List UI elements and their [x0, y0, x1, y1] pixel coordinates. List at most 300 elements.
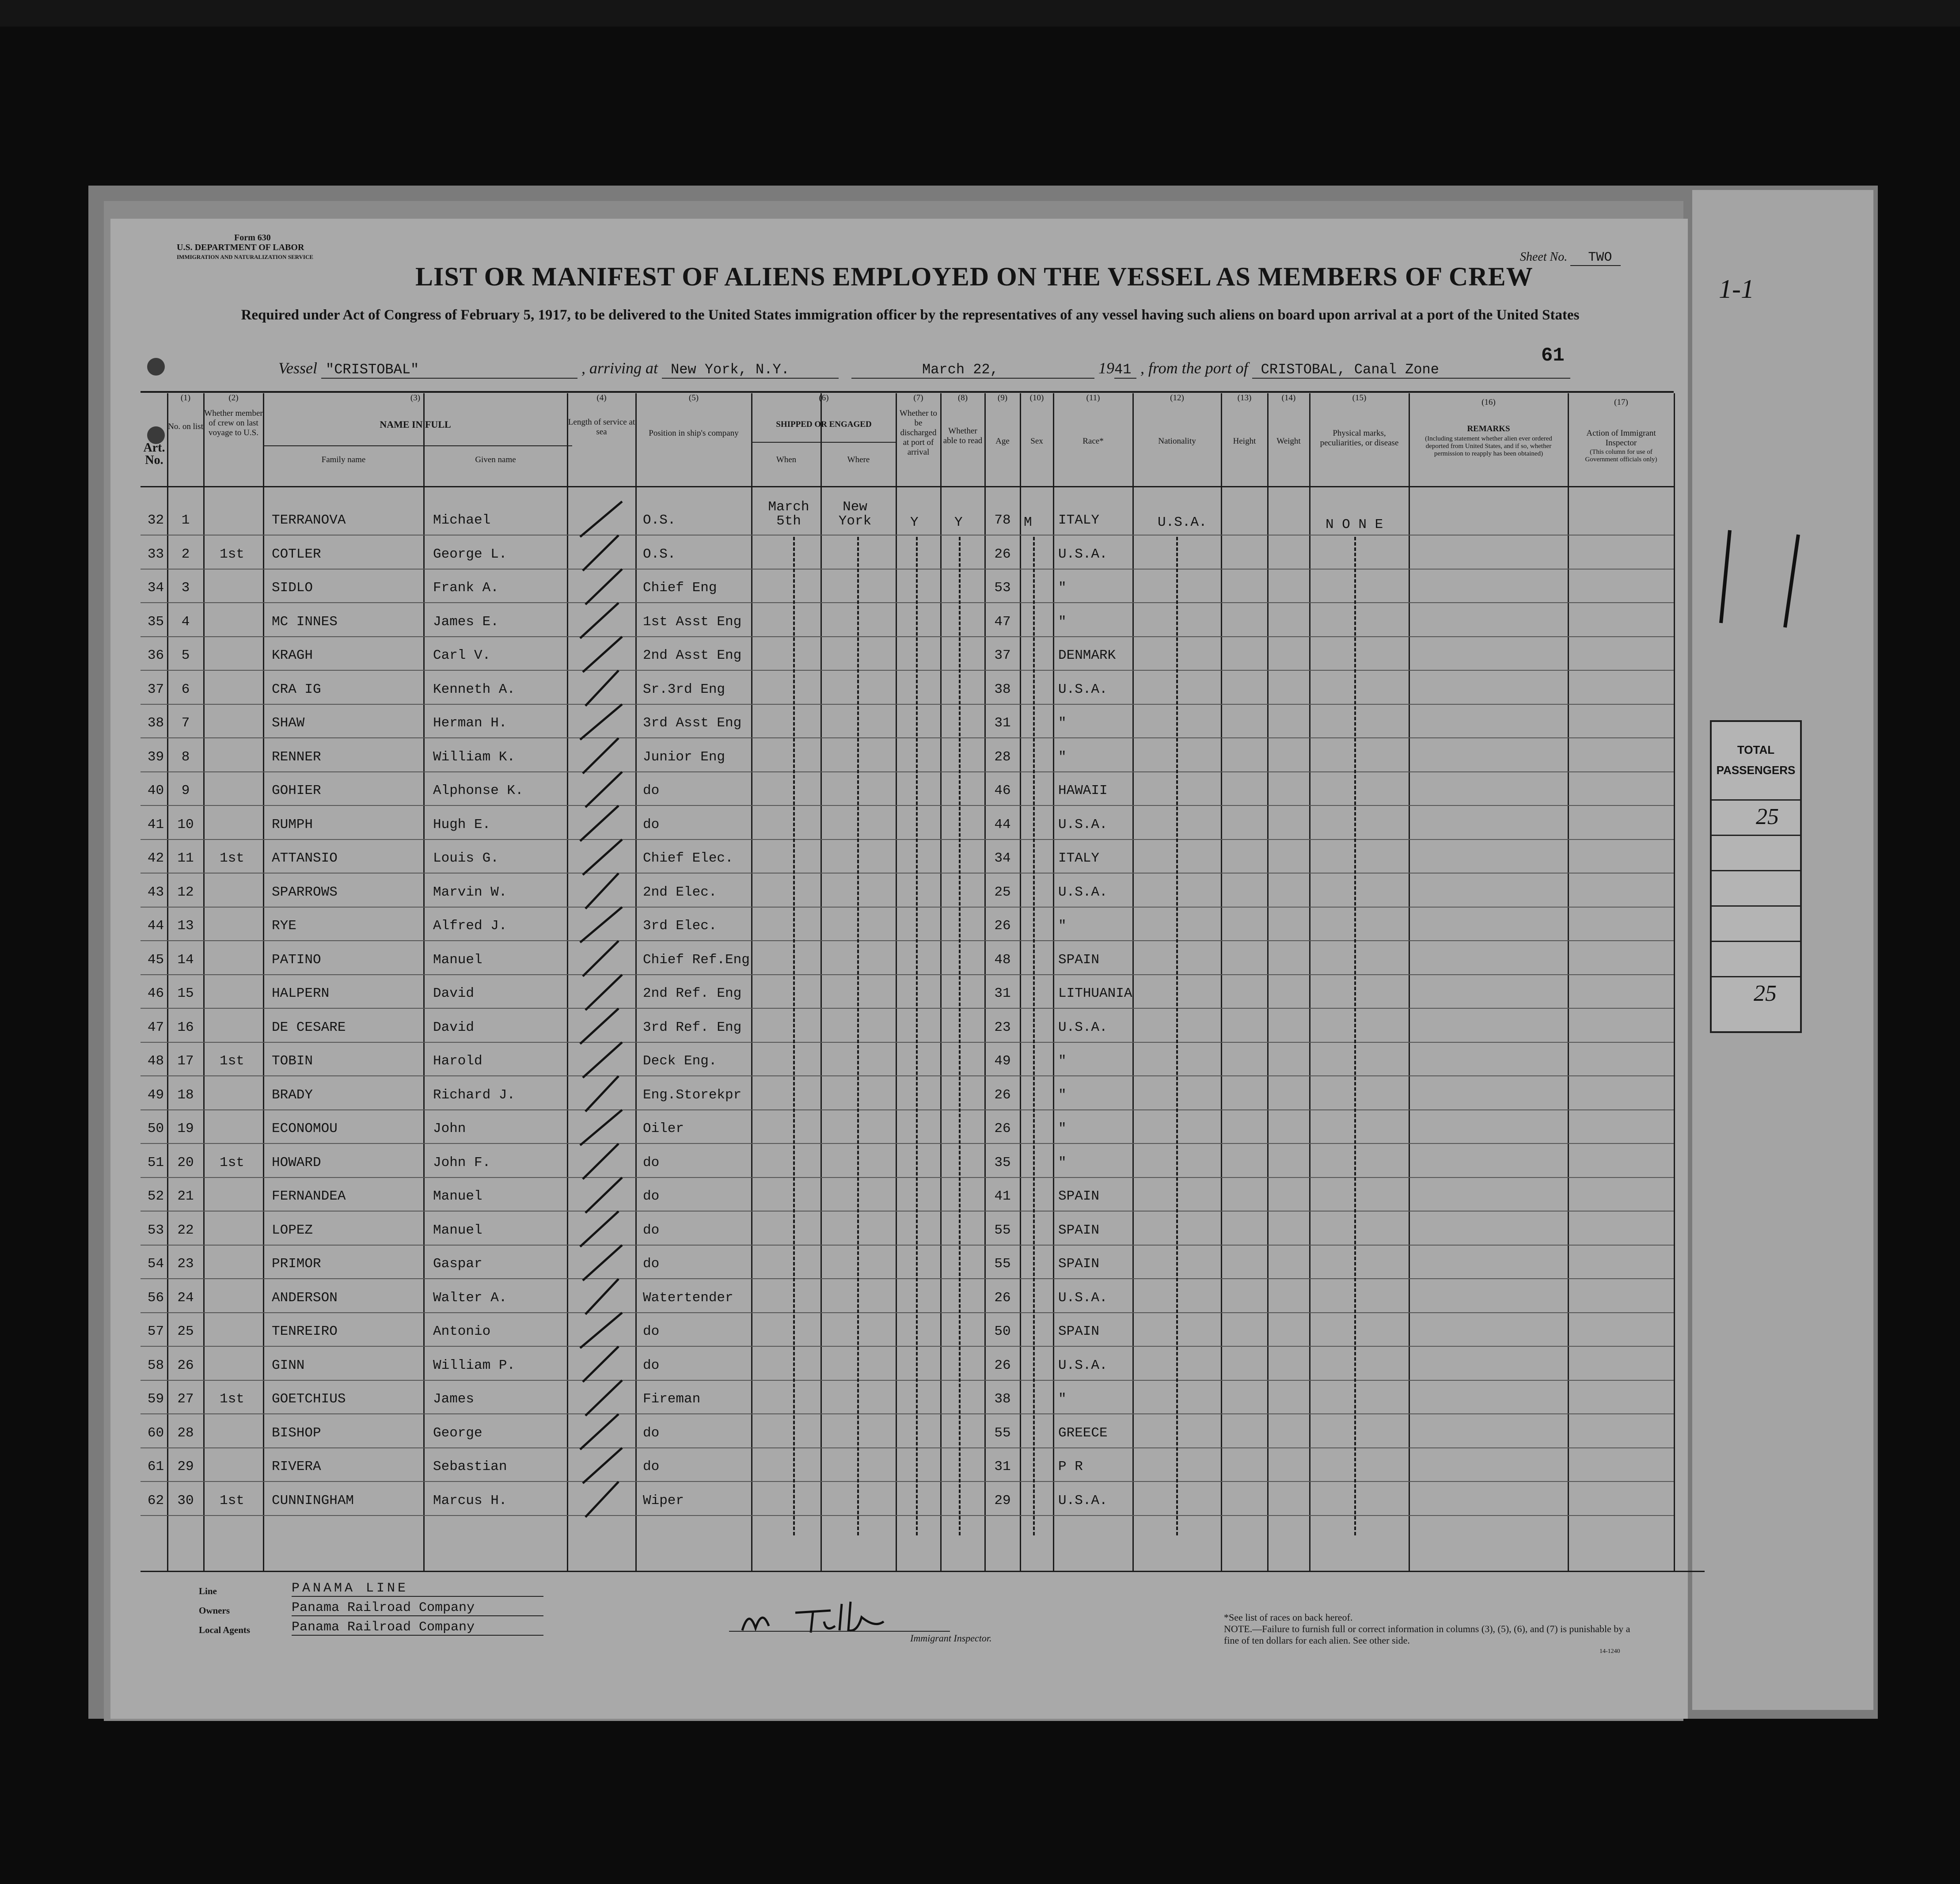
row-rule	[141, 940, 1674, 941]
vessel-name: "CRISTOBAL"	[321, 361, 577, 379]
departure-port: CRISTOBAL, Canal Zone	[1252, 361, 1570, 379]
cell-no: 5	[181, 648, 190, 663]
vessel-line	[278, 359, 1570, 379]
cell-family: BISHOP	[272, 1425, 321, 1441]
agency-name: U.S. DEPARTMENT OF LABOR	[177, 243, 304, 252]
cell-family: TOBIN	[272, 1053, 313, 1069]
cell-position: Deck Eng.	[643, 1053, 717, 1069]
col-3-number: (3)	[410, 393, 421, 403]
cell-race: P R	[1058, 1459, 1083, 1474]
cell-art: 38	[147, 715, 164, 731]
cell-race: ITALY	[1058, 513, 1100, 528]
row-rule	[141, 1481, 1674, 1482]
service-slash	[583, 637, 622, 672]
sheet-number	[1520, 250, 1621, 265]
ditto-dash-discharge	[916, 537, 918, 1535]
cell-race: "	[1058, 1087, 1067, 1103]
service-slash	[580, 704, 622, 740]
cell-no: 8	[181, 749, 190, 765]
cell-age: 55	[994, 1222, 1011, 1238]
col-5-label: Position in ship's company	[649, 429, 739, 438]
cell-given: Alphonse K.	[433, 783, 524, 798]
cell-family: CRA IG	[272, 681, 321, 697]
row-rule	[141, 1380, 1674, 1381]
able-to-read-value: Y	[954, 515, 963, 530]
totals-rule	[1712, 835, 1800, 836]
column-rule	[203, 393, 205, 1571]
footer-agents-row	[199, 1616, 543, 1636]
col-4-number: (4)	[596, 393, 607, 403]
row-rule	[141, 602, 1674, 603]
totals-rule	[1712, 799, 1800, 801]
cell-no: 24	[177, 1290, 194, 1306]
cell-art: 40	[147, 783, 164, 798]
cell-race: "	[1058, 1053, 1067, 1069]
col-where: Where	[847, 455, 870, 464]
cell-race: ITALY	[1058, 851, 1100, 866]
column-rule	[940, 393, 942, 1571]
cell-position: do	[643, 817, 660, 832]
cell-no: 7	[181, 715, 190, 731]
col-13-label: Height	[1233, 437, 1256, 446]
service-slash	[585, 569, 622, 604]
tally-marks	[1714, 521, 1812, 636]
col-7-number: (7)	[913, 393, 923, 403]
row-rule	[141, 1278, 1674, 1279]
cell-age: 26	[994, 1290, 1011, 1306]
punch-hole	[147, 358, 165, 376]
cell-position: Junior Eng	[643, 749, 726, 765]
cell-family: PATINO	[272, 952, 321, 968]
col-9-label: Age	[995, 437, 1010, 446]
col-given-name: Given name	[475, 455, 516, 464]
cell-position: 2nd Asst Eng	[643, 648, 742, 663]
cell-given: John	[433, 1121, 466, 1136]
cell-age: 26	[994, 1087, 1011, 1103]
col-8-label: Whether able to read	[943, 426, 983, 445]
cell-no: 11	[177, 851, 194, 866]
cell-family: ANDERSON	[272, 1290, 338, 1306]
cell-age: 50	[994, 1324, 1011, 1339]
ditto-dash-where	[857, 537, 859, 1535]
ditto-dash-when	[793, 537, 795, 1535]
row-rule	[141, 839, 1674, 840]
cell-art: 34	[147, 580, 164, 596]
col-8-number: (8)	[957, 393, 968, 403]
physical-marks-value: N O N E	[1326, 517, 1383, 532]
service-slash	[585, 975, 622, 1010]
cell-art: 52	[147, 1189, 164, 1204]
cell-race: LITHUANIA	[1058, 986, 1132, 1001]
total-passengers-box	[1710, 720, 1802, 1033]
service-slash	[585, 1076, 619, 1112]
col-12-number: (12)	[1170, 393, 1184, 403]
column-rule	[1568, 393, 1569, 1571]
manifest-number: 61	[1541, 345, 1565, 367]
cell-art: 53	[147, 1222, 164, 1238]
cell-position: 1st Asst Eng	[643, 614, 742, 630]
cell-given: Alfred J.	[433, 918, 507, 934]
cell-position: Sr.3rd Eng	[643, 681, 726, 697]
service-slash	[583, 1245, 622, 1280]
cell-position: do	[643, 1425, 660, 1441]
form-number-block	[177, 233, 313, 262]
arrival-date: March 22,	[851, 361, 1094, 379]
col-13-number: (13)	[1237, 393, 1252, 403]
service-slash	[583, 738, 619, 774]
col-17-note: (This column for use of Government officials only)	[1585, 448, 1657, 463]
total-passengers-sum: 25	[1754, 981, 1777, 1006]
ditto-dash-read	[959, 537, 961, 1535]
col-10-label: Sex	[1030, 437, 1043, 446]
column-rule	[1674, 393, 1675, 1571]
col-art-no: Art. No.	[143, 441, 165, 467]
cell-art: 35	[147, 614, 164, 630]
service-slash	[585, 772, 622, 807]
cell-last: 1st	[220, 851, 244, 866]
totals-rule	[1712, 941, 1800, 942]
service-slash	[583, 1144, 619, 1179]
column-rule	[984, 393, 986, 1571]
cell-age: 31	[994, 1459, 1011, 1474]
inspector-signature	[729, 1591, 950, 1639]
col-6-number: (6)	[819, 393, 829, 403]
cell-family: CUNNINGHAM	[272, 1493, 354, 1508]
cell-art: 60	[147, 1425, 164, 1441]
col-1-number: (1)	[180, 393, 191, 403]
cell-art: 39	[147, 749, 164, 765]
row-rule	[141, 569, 1674, 570]
cell-art: 33	[147, 546, 164, 562]
service-slash	[585, 1482, 619, 1517]
row-rule	[141, 535, 1674, 536]
cell-art: 42	[147, 851, 164, 866]
cell-position: Chief Eng	[643, 580, 717, 596]
cell-race: "	[1058, 1391, 1067, 1407]
cell-age: 78	[994, 513, 1011, 528]
ditto-dash-sex	[1033, 537, 1035, 1535]
cell-family: GOHIER	[272, 783, 321, 798]
cell-art: 50	[147, 1121, 164, 1136]
cell-position: Chief Elec.	[643, 851, 733, 866]
service-slash	[585, 1279, 619, 1314]
cell-race: "	[1058, 1155, 1067, 1170]
cell-family: RUMPH	[272, 817, 313, 832]
cell-position: do	[643, 783, 660, 798]
cell-race: "	[1058, 614, 1067, 630]
agents-value: Panama Railroad Company	[292, 1620, 543, 1636]
cell-race: "	[1058, 918, 1067, 934]
service-slash	[580, 806, 619, 841]
cell-given: Gaspar	[433, 1256, 482, 1272]
cell-given: Frank A.	[433, 580, 499, 596]
cell-position: Watertender	[643, 1290, 733, 1306]
row-rule	[141, 907, 1674, 908]
cell-family: BRADY	[272, 1087, 313, 1103]
cell-position: Eng.Storekpr	[643, 1087, 742, 1103]
service-slash	[585, 874, 619, 909]
cell-no: 20	[177, 1155, 194, 1170]
ditto-dash-nationality	[1176, 537, 1178, 1535]
service-slash	[583, 1042, 622, 1078]
cell-art: 56	[147, 1290, 164, 1306]
cell-race: U.S.A.	[1058, 546, 1108, 562]
cell-race: SPAIN	[1058, 952, 1100, 968]
footer-block	[199, 1577, 543, 1636]
cell-no: 25	[177, 1324, 194, 1339]
row-rule	[141, 1008, 1674, 1009]
cell-art: 59	[147, 1391, 164, 1407]
cell-no: 3	[181, 580, 190, 596]
name-subrule	[263, 445, 572, 446]
cell-race: GREECE	[1058, 1425, 1108, 1441]
cell-art: 37	[147, 681, 164, 697]
cell-family: ECONOMOU	[272, 1121, 338, 1136]
cell-no: 4	[181, 614, 190, 630]
row-rule	[141, 1109, 1674, 1110]
cell-given: Sebastian	[433, 1459, 507, 1474]
cell-family: COTLER	[272, 546, 321, 562]
cell-given: William K.	[433, 749, 516, 765]
arrival-year: 41	[1114, 361, 1136, 379]
cell-no: 23	[177, 1256, 194, 1272]
cell-position: do	[643, 1155, 660, 1170]
cell-position: do	[643, 1357, 660, 1373]
cell-given: Herman H.	[433, 715, 507, 731]
row-rule	[141, 1245, 1674, 1246]
cell-art: 62	[147, 1493, 164, 1508]
arriving-label: , arriving at	[581, 359, 658, 377]
cell-no: 14	[177, 952, 194, 968]
cell-art: 44	[147, 918, 164, 934]
cell-art: 46	[147, 986, 164, 1001]
row-rule	[141, 771, 1674, 772]
agents-label: Local Agents	[199, 1625, 251, 1635]
col-5-number: (5)	[688, 393, 699, 403]
fine-note: NOTE.—Failure to furnish full or correct information in columns (3), (5), (6), and (7) is punishable by a fine of ten dollars for each alien. See other side.	[1224, 1623, 1630, 1646]
row-rule	[141, 873, 1674, 874]
cell-age: 25	[994, 884, 1011, 900]
cell-age: 38	[994, 681, 1011, 697]
row-rule	[141, 1042, 1674, 1043]
cell-age: 29	[994, 1493, 1011, 1508]
cell-given: Walter A.	[433, 1290, 507, 1306]
cell-family: TERRANOVA	[272, 513, 346, 528]
cell-position: Chief Ref.Eng	[643, 952, 750, 968]
column-rule	[423, 393, 425, 1571]
cell-family: GOETCHIUS	[272, 1391, 346, 1407]
service-slash	[585, 1380, 622, 1416]
nationality-value: U.S.A.	[1158, 515, 1207, 530]
service-slash	[583, 941, 619, 976]
cell-age: 34	[994, 851, 1011, 866]
cell-race: U.S.A.	[1058, 1290, 1108, 1306]
cell-last: 1st	[220, 546, 244, 562]
cell-family: SIDLO	[272, 580, 313, 596]
row-rule	[141, 974, 1674, 975]
col-2-number: (2)	[228, 393, 239, 403]
row-rule	[141, 1413, 1674, 1414]
cell-given: Manuel	[433, 1222, 482, 1238]
column-rule	[896, 393, 897, 1571]
cell-no: 28	[177, 1425, 194, 1441]
form-number: Form 630	[234, 233, 271, 243]
page-subtitle: Required under Act of Congress of February 5, 1917, to be delivered to the United States immigration officer by the representatives of any vessel having such aliens on board upon arrival at a port of the United States	[241, 307, 1580, 323]
col-11-number: (11)	[1086, 393, 1100, 403]
row-rule	[141, 636, 1674, 637]
cell-family: MC INNES	[272, 614, 338, 630]
cell-art: 41	[147, 817, 164, 832]
cell-race: "	[1058, 580, 1067, 596]
cell-given: Richard J.	[433, 1087, 516, 1103]
cell-age: 26	[994, 546, 1011, 562]
col-14-label: Weight	[1276, 437, 1301, 446]
cell-no: 9	[181, 783, 190, 798]
cell-last: 1st	[220, 1053, 244, 1069]
col-16-note: (Including statement whether alien ever ordered deported from United States, and if so, whether permission to reapply has been obtained)	[1425, 435, 1552, 457]
footer-owners-row	[199, 1597, 543, 1616]
vessel-label: Vessel	[278, 359, 317, 377]
cell-no: 6	[181, 681, 190, 697]
cell-race: "	[1058, 715, 1067, 731]
cell-position: 2nd Ref. Eng	[643, 986, 742, 1001]
cell-art: 57	[147, 1324, 164, 1339]
cell-given: George	[433, 1425, 482, 1441]
cell-position: do	[643, 1324, 660, 1339]
cell-no: 29	[177, 1459, 194, 1474]
total-passengers-label: TOTAL PASSENGERS	[1716, 743, 1796, 777]
col-16-label: REMARKS	[1467, 424, 1510, 433]
cell-art: 36	[147, 648, 164, 663]
arrival-port: New York, N.Y.	[662, 361, 839, 379]
cell-art: 58	[147, 1357, 164, 1373]
cell-race: U.S.A.	[1058, 1493, 1108, 1508]
service-slash	[580, 1110, 622, 1145]
cell-given: Carl V.	[433, 648, 491, 663]
cell-given: Manuel	[433, 1189, 482, 1204]
cell-age: 26	[994, 1121, 1011, 1136]
totals-rule	[1712, 905, 1800, 907]
cell-no: 18	[177, 1087, 194, 1103]
service-slash	[583, 1448, 622, 1483]
inspector-caption: Immigrant Inspector.	[910, 1633, 992, 1644]
header-bottom-rule	[141, 486, 1674, 487]
totals-rule	[1712, 976, 1800, 977]
cell-race: "	[1058, 749, 1067, 765]
cell-race: DENMARK	[1058, 648, 1116, 663]
row-rule	[141, 737, 1674, 738]
cell-family: RYE	[272, 918, 296, 934]
col-2-label: Whether member of crew on last voyage to U.S.	[204, 409, 263, 437]
cell-race: SPAIN	[1058, 1222, 1100, 1238]
cell-no: 16	[177, 1019, 194, 1035]
owners-label: Owners	[199, 1605, 230, 1616]
cell-art: 51	[147, 1155, 164, 1170]
cell-art: 43	[147, 884, 164, 900]
row-rule	[141, 805, 1674, 806]
cell-family: DE CESARE	[272, 1019, 346, 1035]
column-rule	[1221, 393, 1222, 1571]
col-4-label: Length of service at sea	[568, 418, 635, 437]
page-title: LIST OR MANIFEST OF ALIENS EMPLOYED ON THE VESSEL AS MEMBERS OF CREW	[415, 262, 1533, 291]
cell-position: 3rd Elec.	[643, 918, 717, 934]
row-rule	[141, 1143, 1674, 1144]
cell-race: U.S.A.	[1058, 817, 1108, 832]
cell-given: Kenneth A.	[433, 681, 516, 697]
cell-art: 32	[147, 513, 164, 528]
cell-age: 37	[994, 648, 1011, 663]
col-when: When	[776, 455, 797, 464]
cell-position: Fireman	[643, 1391, 701, 1407]
cell-race: U.S.A.	[1058, 884, 1108, 900]
cell-given: Harold	[433, 1053, 482, 1069]
cell-age: 46	[994, 783, 1011, 798]
cell-last: 1st	[220, 1155, 244, 1170]
cell-race: U.S.A.	[1058, 1019, 1108, 1035]
col-12-label: Nationality	[1158, 437, 1196, 446]
cell-last: 1st	[220, 1391, 244, 1407]
margin-mark: 1-1	[1719, 274, 1754, 304]
service-slash	[580, 907, 622, 942]
footer-notes	[1224, 1612, 1644, 1646]
cell-given: Michael	[433, 513, 491, 528]
col-14-number: (14)	[1281, 393, 1296, 403]
ditto-dash-marks	[1354, 537, 1356, 1535]
cell-family: ATTANSIO	[272, 851, 338, 866]
service-slash	[585, 1178, 622, 1213]
cell-age: 44	[994, 817, 1011, 832]
col-7-label: Whether to be discharged at port of arrival	[900, 409, 937, 457]
service-slash-marks	[567, 477, 638, 1569]
column-rule	[1020, 393, 1021, 1571]
cell-family: KRAGH	[272, 648, 313, 663]
cell-race: SPAIN	[1058, 1256, 1100, 1272]
cell-no: 1	[181, 513, 190, 528]
col-17-number: (17)	[1614, 398, 1628, 407]
cell-position: do	[643, 1459, 660, 1474]
cell-age: 23	[994, 1019, 1011, 1035]
cell-age: 41	[994, 1189, 1011, 1204]
shipped-when: March 5th	[768, 499, 809, 529]
sex-value: M	[1024, 515, 1032, 530]
cell-no: 13	[177, 918, 194, 934]
cell-no: 12	[177, 884, 194, 900]
cell-age: 53	[994, 580, 1011, 596]
cell-last: 1st	[220, 1493, 244, 1508]
cell-no: 21	[177, 1189, 194, 1204]
cell-family: RENNER	[272, 749, 321, 765]
table-bottom-rule	[141, 1571, 1705, 1572]
discharged-value: Y	[910, 515, 919, 530]
column-rule	[1267, 393, 1269, 1571]
service-slash	[580, 1414, 619, 1450]
service-slash	[580, 603, 619, 638]
cell-family: SPARROWS	[272, 884, 338, 900]
table-top-rule	[141, 391, 1674, 393]
service-slash	[583, 839, 622, 875]
column-rule	[1309, 393, 1310, 1571]
from-label: , from the port of	[1140, 359, 1248, 377]
cell-given: James	[433, 1391, 475, 1407]
year-prefix: 19	[1098, 359, 1114, 377]
cell-given: Antonio	[433, 1324, 491, 1339]
cell-given: Marcus H.	[433, 1493, 507, 1508]
column-rule	[263, 393, 264, 1571]
cell-position: 3rd Asst Eng	[643, 715, 742, 731]
cell-age: 47	[994, 614, 1011, 630]
cell-family: PRIMOR	[272, 1256, 321, 1272]
cell-age: 26	[994, 1357, 1011, 1373]
